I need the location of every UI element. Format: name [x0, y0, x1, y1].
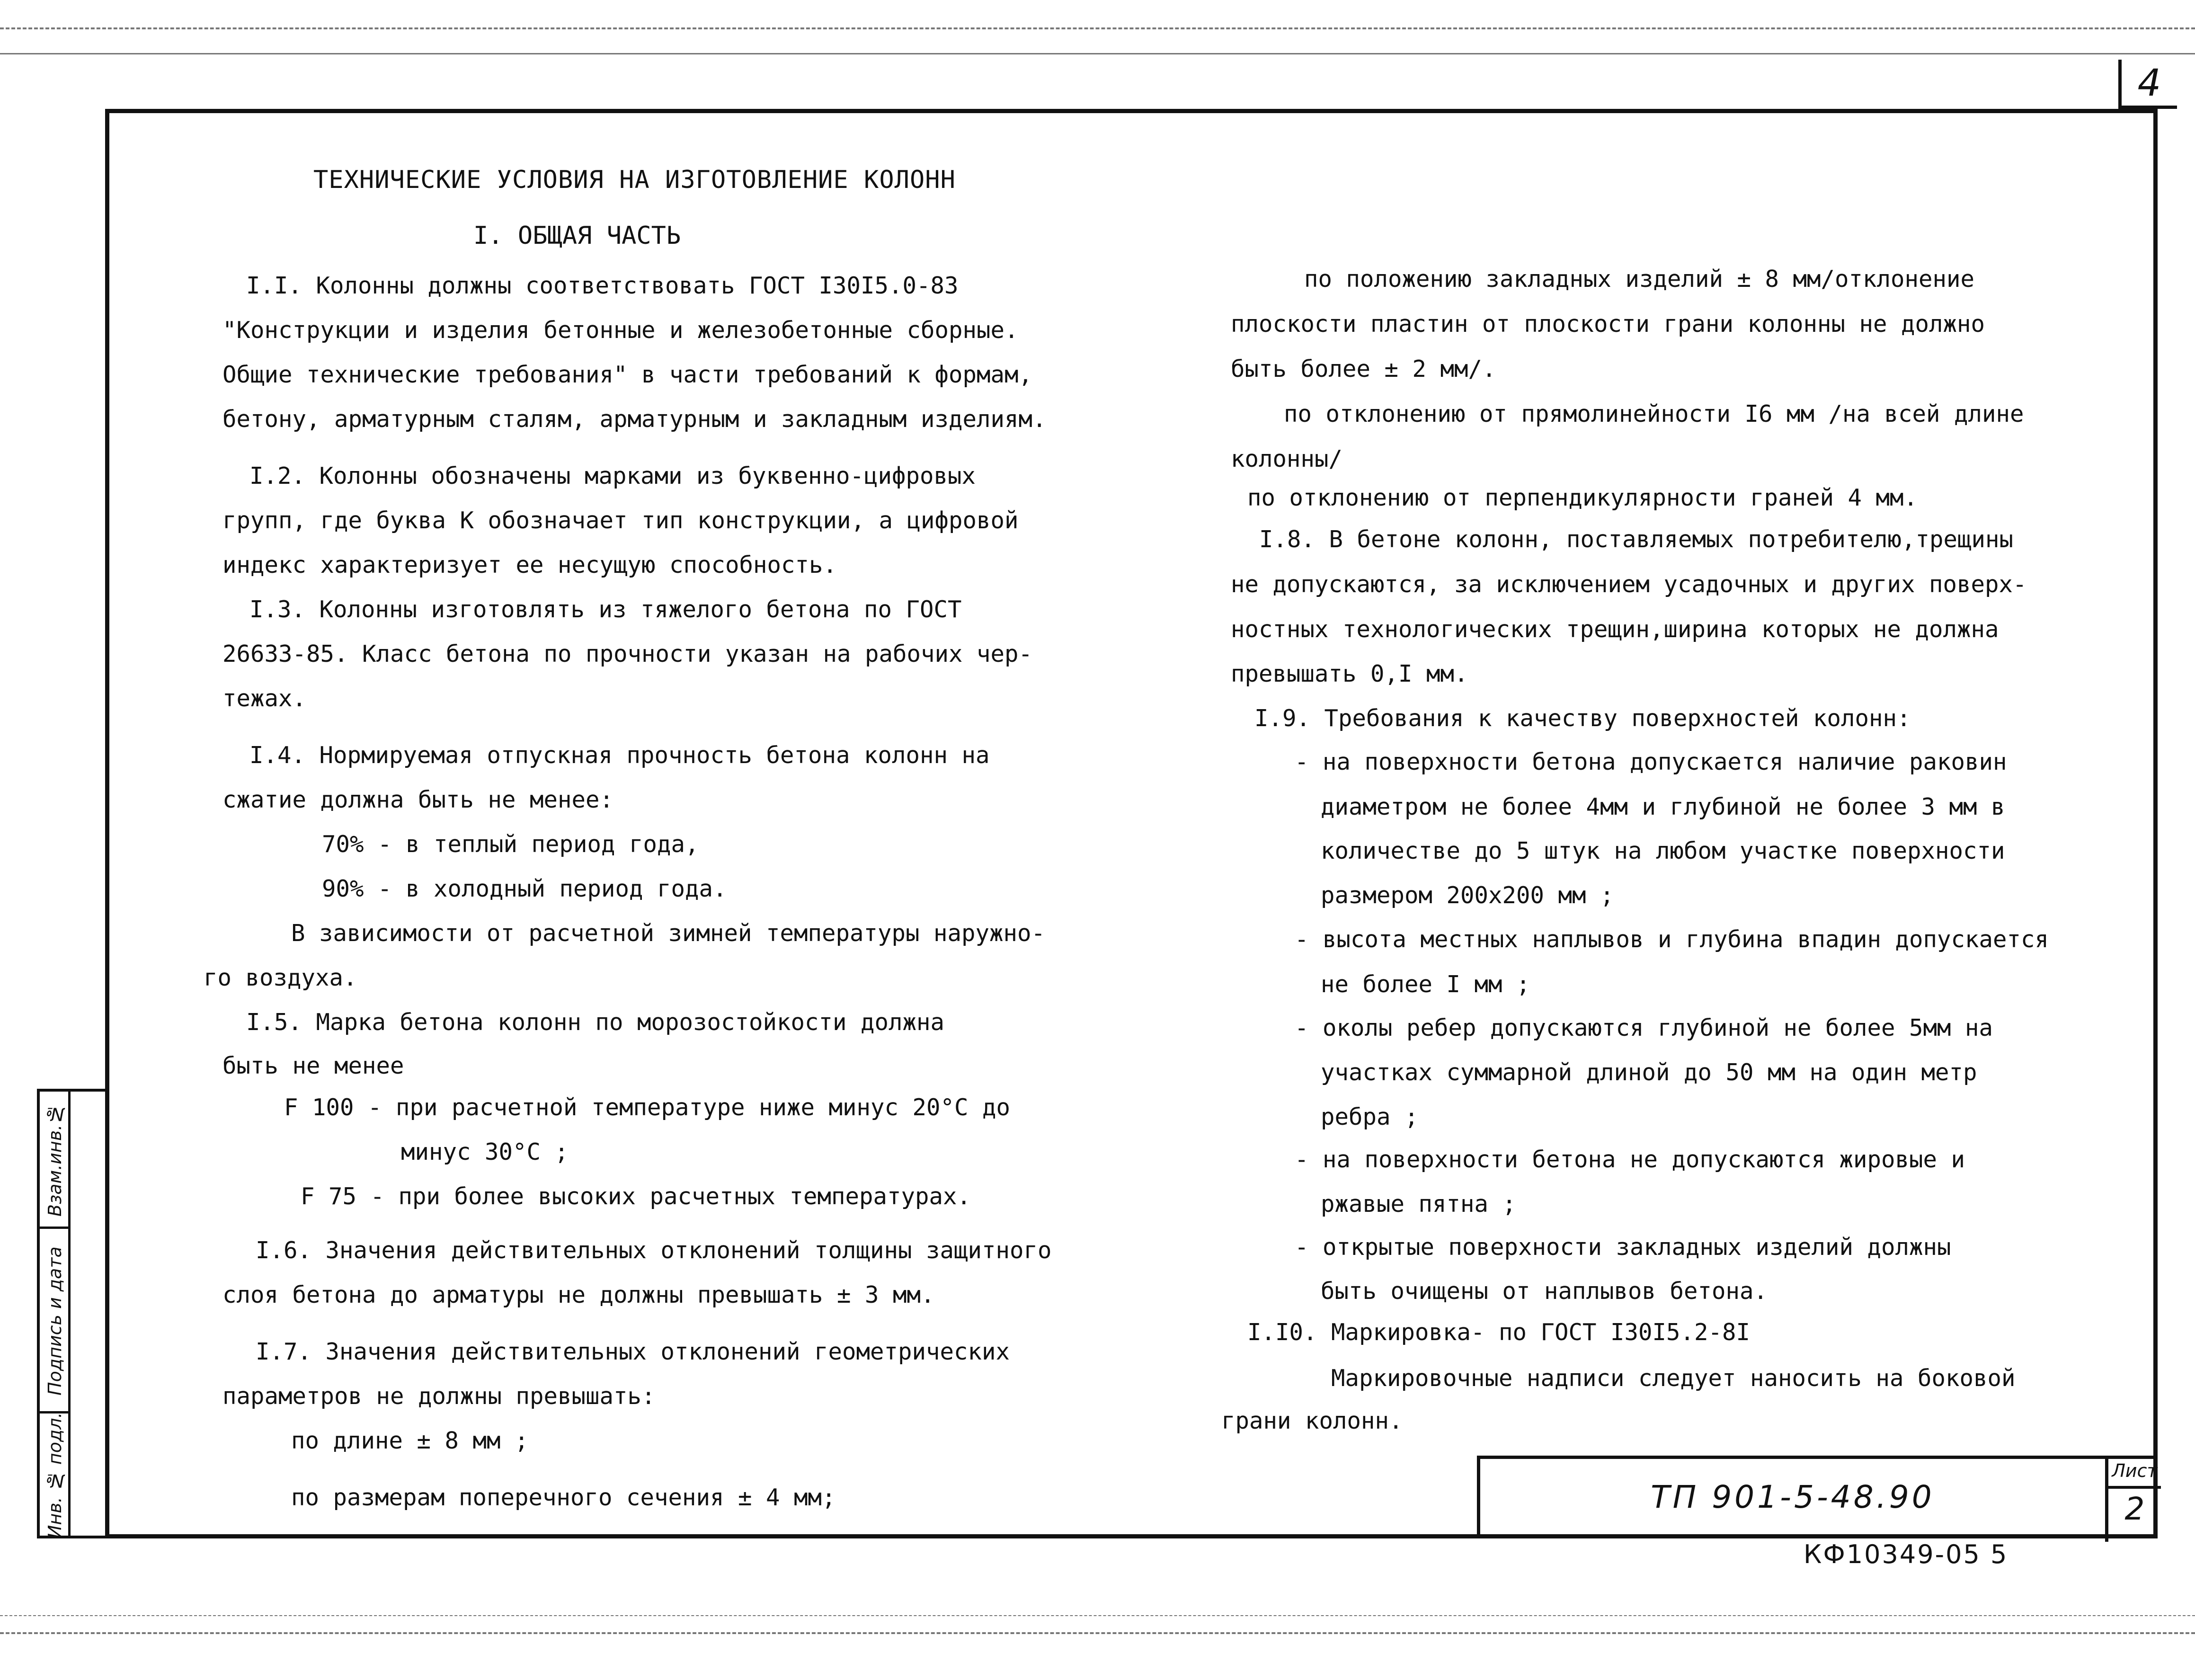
- sheet-label: Лист: [2108, 1456, 2161, 1489]
- left-line: 90% - в холодный период года.: [322, 875, 727, 902]
- left-line: по размерам поперечного сечения ± 4 мм;: [291, 1484, 836, 1511]
- sheet-number: 2: [2124, 1491, 2145, 1527]
- right-line: - на поверхности бетона допускается наличие раковин: [1295, 748, 2007, 775]
- side-label-original-inv: Инв. № подл.: [44, 1412, 65, 1538]
- left-line: I.3. Колонны изготовлять из тяжелого бетона по ГОСТ: [249, 596, 962, 623]
- right-line: диаметром не более 4мм и глубиной не более 3 мм в: [1321, 793, 2005, 820]
- right-line: по положению закладных изделий ± 8 мм/отклонение: [1304, 266, 1975, 293]
- left-line: минус 30°С ;: [401, 1138, 569, 1165]
- left-line: бетону, арматурным сталям, арматурным и закладным изделиям.: [222, 406, 1047, 433]
- side-label-replacement-inv: Взам.инв.№: [44, 1103, 65, 1217]
- title-block-stamp: [1477, 1456, 2158, 1538]
- right-line: колонны/: [1231, 445, 1343, 472]
- left-line: I.7. Значения действительных отклонений геометрических: [256, 1338, 1010, 1365]
- left-line: В зависимости от расчетной зимней температуры наружно-: [291, 920, 1046, 947]
- left-line: групп, где буква К обозначает тип конструкции, а цифровой: [222, 507, 1019, 534]
- document-title: ТЕХНИЧЕСКИЕ УСЛОВИЯ НА ИЗГОТОВЛЕНИЕ КОЛОНН: [313, 166, 956, 194]
- right-line: участках суммарной длиной до 50 мм на один метр: [1321, 1059, 1977, 1086]
- left-line: I.I. Колонны должны соответствовать ГОСТ I30I5.0-83: [246, 272, 959, 299]
- left-line: тежах.: [222, 685, 307, 712]
- bottom-scan-edge-line: [0, 1632, 2195, 1634]
- right-line: по отклонению от прямолинейности I6 мм /на всей длине: [1284, 400, 2024, 427]
- left-line: сжатие должна быть не менее:: [222, 786, 614, 813]
- left-line: F 75 - при более высоких расчетных температурах.: [301, 1183, 971, 1210]
- right-line: ребра ;: [1321, 1103, 1419, 1130]
- document-code: ТП 901-5-48.90: [1651, 1479, 1935, 1515]
- left-line: 26633-85. Класс бетона по прочности указан на рабочих чер-: [222, 640, 1033, 667]
- left-line: "Конструкции и изделия бетонные и железобетонные сборные.: [222, 317, 1019, 344]
- right-line: количестве до 5 штук на любом участке поверхности: [1321, 837, 2005, 864]
- bottom-scan-edge-line-2: [0, 1615, 2195, 1616]
- top-scan-edge-line: [0, 27, 2195, 29]
- right-line: I.9. Требования к качеству поверхностей колонн:: [1254, 705, 1911, 732]
- right-line: превышать 0,I мм.: [1231, 660, 1468, 687]
- right-line: - высота местных наплывов и глубина впадин допускается: [1295, 926, 2049, 953]
- right-line: не более I мм ;: [1321, 971, 1530, 998]
- left-line: I.2. Колонны обозначены марками из буквенно-цифровых: [249, 462, 976, 489]
- side-stamp-divider: [68, 1092, 71, 1536]
- right-line: I.I0. Маркировка- по ГОСТ I30I5.2-8I: [1247, 1319, 1751, 1346]
- right-line: - околы ребер допускаются глубиной не более 5мм на: [1295, 1014, 1993, 1041]
- footer-code: КФ10349-05 5: [1804, 1539, 2008, 1569]
- right-line: - открытые поверхности закладных изделий должны: [1295, 1234, 1951, 1261]
- right-line: быть более ± 2 мм/.: [1231, 356, 1496, 382]
- right-line: грани колонн.: [1221, 1407, 1403, 1434]
- left-line: параметров не должны превышать:: [222, 1383, 656, 1410]
- left-line: быть не менее: [222, 1052, 404, 1079]
- left-line: I.4. Нормируемая отпускная прочность бетона колонн на: [249, 742, 990, 769]
- right-line: - на поверхности бетона не допускаются жировые и: [1295, 1146, 1965, 1173]
- right-line: по отклонению от перпендикулярности граней 4 мм.: [1247, 484, 1918, 511]
- left-line: слоя бетона до арматуры не должны превышать ± 3 мм.: [222, 1281, 935, 1308]
- left-line: I.6. Значения действительных отклонений толщины защитного: [256, 1237, 1052, 1264]
- right-line: ржавые пятна ;: [1321, 1191, 1517, 1218]
- sheet-box: [2105, 1456, 2161, 1542]
- section-heading: I. ОБЩАЯ ЧАСТЬ: [473, 222, 681, 250]
- top-scan-edge-line-2: [0, 53, 2195, 54]
- corner-page-number: 4: [2118, 60, 2177, 109]
- right-line: размером 200х200 мм ;: [1321, 882, 1614, 909]
- left-line: 70% - в теплый период года,: [322, 831, 699, 858]
- right-line: Маркировочные надписи следует наносить на боковой: [1331, 1365, 2016, 1392]
- left-line: Общие технические требования" в части требований к формам,: [222, 361, 1033, 388]
- right-line: плоскости пластин от плоскости грани колонны не должно: [1231, 311, 1985, 338]
- right-line: I.8. В бетоне колонн, поставляемых потребителю,трещины: [1259, 526, 2014, 553]
- right-line: ностных технологических трещин,ширина которых не должна: [1231, 616, 1999, 643]
- right-line: не допускаются, за исключением усадочных и других поверх-: [1231, 571, 2027, 598]
- left-line: по длине ± 8 мм ;: [291, 1427, 529, 1454]
- side-label-signature-date: Подпись и дата: [44, 1246, 65, 1396]
- left-line: го воздуха.: [204, 964, 357, 991]
- left-line: F 100 - при расчетной температуре ниже минус 20°С до: [284, 1094, 1011, 1121]
- right-line: быть очищены от наплывов бетона.: [1321, 1278, 1768, 1305]
- side-stamp-column: [37, 1089, 107, 1538]
- left-line: индекс характеризует ее несущую способность.: [222, 551, 837, 578]
- left-line: I.5. Марка бетона колонн по морозостойкости должна: [246, 1009, 945, 1036]
